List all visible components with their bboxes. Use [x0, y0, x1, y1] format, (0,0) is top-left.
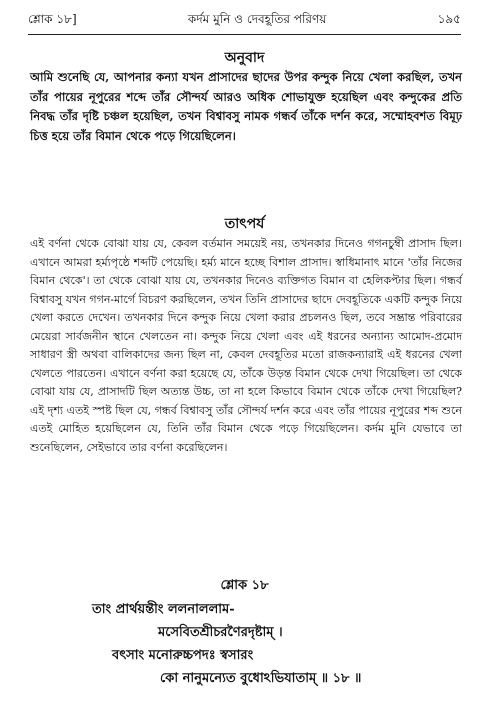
header-chapter-title: কর্দম মুনি ও দেবহূতির পরিণয়	[187, 12, 327, 26]
verse-heading: শ্লোক ১৮	[220, 578, 269, 593]
translation-text: আমি শুনেছি যে, আপনার কন্যা যখন প্রাসাদের ছাদের উপর কন্দুক নিয়ে খেলা করছিল, তখন তাঁর পায়ের নূপুরের শব্দে তাঁর সৌন্দর্য আরও অধিক শোভাযুক্ত হয়েছিল এবং কন্দুকের প্রতি নিবদ্ধ তাঁর দৃষ্টি চঞ্চল হয়েছিল, তখন বিশ্বাবসু নামক গন্ধর্ব তাঁকে দর্শন করে, সম্মোহবশত বিমূঢ় চিত্ত হয়ে তাঁর বিমান থেকে পড়ে গিয়েছিলেন।	[30, 70, 462, 143]
purport-text: এই বর্ণনা থেকে বোঝা যায় যে, কেবল বর্তমান সময়েই নয়, তখনকার দিনেও গগনচুম্বী প্রাসাদ ছিল। এখানে আমরা হর্ম্যপৃষ্ঠে শব্দটি পেয়েছি। হর্ম্য মানে হচ্ছে বিশাল প্রাসাদ। স্বাধিমানাৎ মানে 'তাঁর নিজের বিমান থেকে'। তা থেকে বোঝা যায় যে, তখনকার দিনেও ব্যক্তিগত বিমান বা হেলিকপ্টার ছিল। গন্ধর্ব বিশ্বাবসু যখন গগন-মার্গে বিচরণ করছিলেন, তখন তিনি প্রাসাদের ছাদে দেবহূতিকে একটি কন্দুক নিয়ে খেলা করতে দেখেন। তখনকার দিনে কন্দুক নিয়ে খেলা করার প্রচলনও ছিল, তবে সম্ভ্রান্ত পরিবারের মেয়েরা সার্বজনীন স্থানে খেলতেন না। কন্দুক নিয়ে খেলা এবং এই ধরনের অন্যান্য আমোদ-প্রমোদ সাধারণ স্ত্রী অথবা বালিকাদের জন্য ছিল না, কেবল দেবহূতির মতো রাজকন্যারাই এই ধরনের খেলা খেলতে পারতেন। এখানে বর্ণনা করা হয়েছে যে, তাঁকে উড়ন্ত বিমান থেকে দেখা গিয়েছিল। তা থেকে বোঝা যায় যে, প্রাসাদটি ছিল অত্যন্ত উচ্চ, তা না হলে কিভাবে বিমান থেকে তাঁকে দেখা গিয়েছিল? এই দৃশ্য এতই স্পষ্ট ছিল যে, গন্ধর্ব বিশ্বাবসু তাঁর সৌন্দর্য দর্শন করে এবং তাঁর পায়ের নূপুরের শব্দ শুনে এতই মোহিত হয়েছিলেন যে, তিনি তাঁর বিমান থেকে পড়ে গিয়েছিলেন। কর্দম মুনি যেভাবে তা শুনেছিলেন, সেইভাবে তার বর্ণনা করেছিলেন।	[30, 237, 462, 454]
header-page-number: ১৯৫	[437, 12, 461, 26]
translation-heading: অনুবাদ	[224, 50, 265, 66]
header-verse-ref: শ্লোক ১৮]	[28, 12, 77, 26]
verse-line-1: তাং প্রার্থয়ন্তীং ললনাললাম-	[92, 602, 235, 617]
running-header	[28, 8, 461, 35]
verse-line-4: কো নানুমন্যেত বুধোঽভিযাতাম্ ॥ ১৮ ॥	[160, 671, 362, 686]
verse-line-2: মসেবিতশ্রীচরণৈরদৃষ্টাম্ ।	[158, 625, 283, 640]
purport-heading: তাৎপর্য	[224, 216, 265, 232]
verse-line-3: বৎসাং মনোরুচ্চপদঃ স্বসারং	[112, 648, 254, 663]
